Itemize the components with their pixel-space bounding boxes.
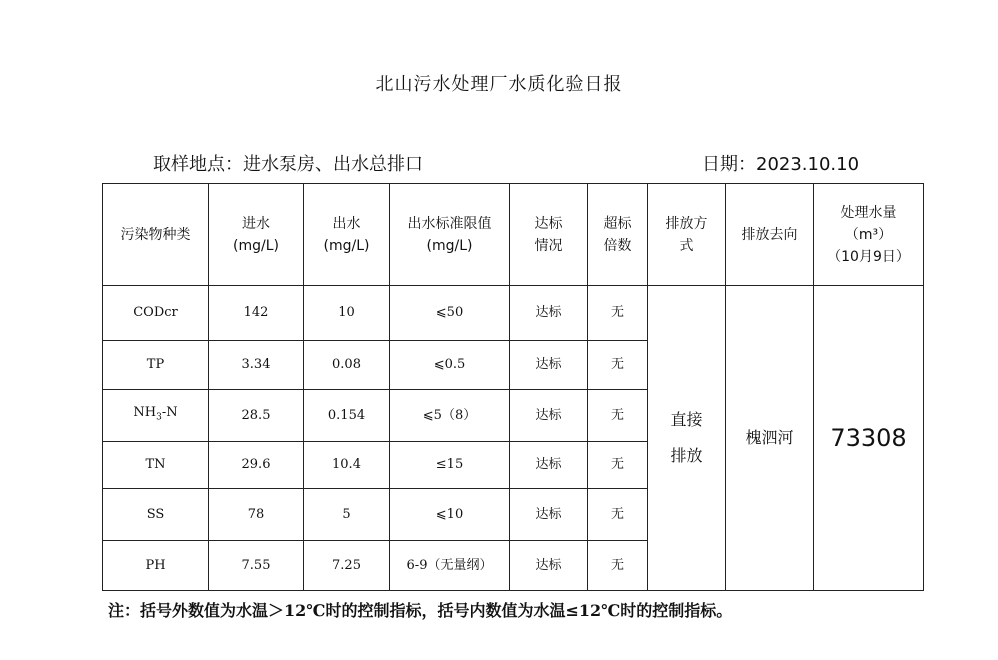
header-limit: 出水标准限值 (mg/L) [390, 184, 510, 286]
cell-influent: 29.6 [209, 442, 304, 489]
cell-discharge-dest: 槐泗河 [726, 286, 814, 591]
cell-influent: 142 [209, 286, 304, 341]
cell-effluent: 5 [304, 489, 390, 541]
cell-effluent: 10 [304, 286, 390, 341]
cell-discharge-method: 直接 排放 [648, 286, 726, 591]
cell-status: 达标 [510, 489, 588, 541]
cell-exceed: 无 [588, 541, 648, 591]
cell-exceed: 无 [588, 489, 648, 541]
cell-pollutant: $NH_3-N$ [103, 390, 209, 442]
cell-effluent: 0.08 [304, 341, 390, 390]
header-discharge-method: 排放方 式 [648, 184, 726, 286]
cell-status: 达标 [510, 390, 588, 442]
cell-exceed: 无 [588, 390, 648, 442]
cell-limit: ⩽5（8） [390, 390, 510, 442]
cell-exceed: 无 [588, 442, 648, 489]
cell-exceed: 无 [588, 341, 648, 390]
page-title: 北山污水处理厂水质化验日报 [375, 74, 623, 95]
cell-status: 达标 [510, 341, 588, 390]
table-header-row [103, 184, 924, 286]
cell-limit: ⩽0.5 [390, 341, 510, 390]
report-date: 日期：2023.10.10 [702, 154, 860, 175]
header-discharge-dest: 排放去向 [726, 184, 814, 286]
cell-effluent: 0.154 [304, 390, 390, 442]
header-effluent: 出水 (mg/L) [304, 184, 390, 286]
water-quality-table [102, 183, 924, 591]
sampling-location: 取样地点：进水泵房、出水总排口 [153, 154, 423, 175]
cell-status: 达标 [510, 442, 588, 489]
footnote: 注：括号外数值为水温＞12℃时的控制指标，括号内数值为水温≤12℃时的控制指标。 [108, 601, 733, 620]
header-pollutant: 污染物种类 [103, 184, 209, 286]
cell-pollutant: CODcr [103, 286, 209, 341]
cell-pollutant: TP [103, 341, 209, 390]
cell-volume: 73308 [814, 286, 924, 591]
cell-status: 达标 [510, 286, 588, 341]
cell-limit: ⩽50 [390, 286, 510, 341]
cell-limit: ⩽10 [390, 489, 510, 541]
cell-limit: ≤15 [390, 442, 510, 489]
header-volume: 处理水量 （m³） （10月9日） [814, 184, 924, 286]
header-exceed: 超标 倍数 [588, 184, 648, 286]
cell-pollutant: SS [103, 489, 209, 541]
cell-pollutant: PH [103, 541, 209, 591]
cell-limit: 6-9（无量纲） [390, 541, 510, 591]
cell-exceed: 无 [588, 286, 648, 341]
cell-influent: 28.5 [209, 390, 304, 442]
cell-influent: 3.34 [209, 341, 304, 390]
cell-influent: 78 [209, 489, 304, 541]
cell-status: 达标 [510, 541, 588, 591]
cell-effluent: 7.25 [304, 541, 390, 591]
cell-influent: 7.55 [209, 541, 304, 591]
header-compliance: 达标 情况 [510, 184, 588, 286]
cell-pollutant: TN [103, 442, 209, 489]
table-row [103, 286, 924, 341]
header-influent: 进水 (mg/L) [209, 184, 304, 286]
cell-effluent: 10.4 [304, 442, 390, 489]
